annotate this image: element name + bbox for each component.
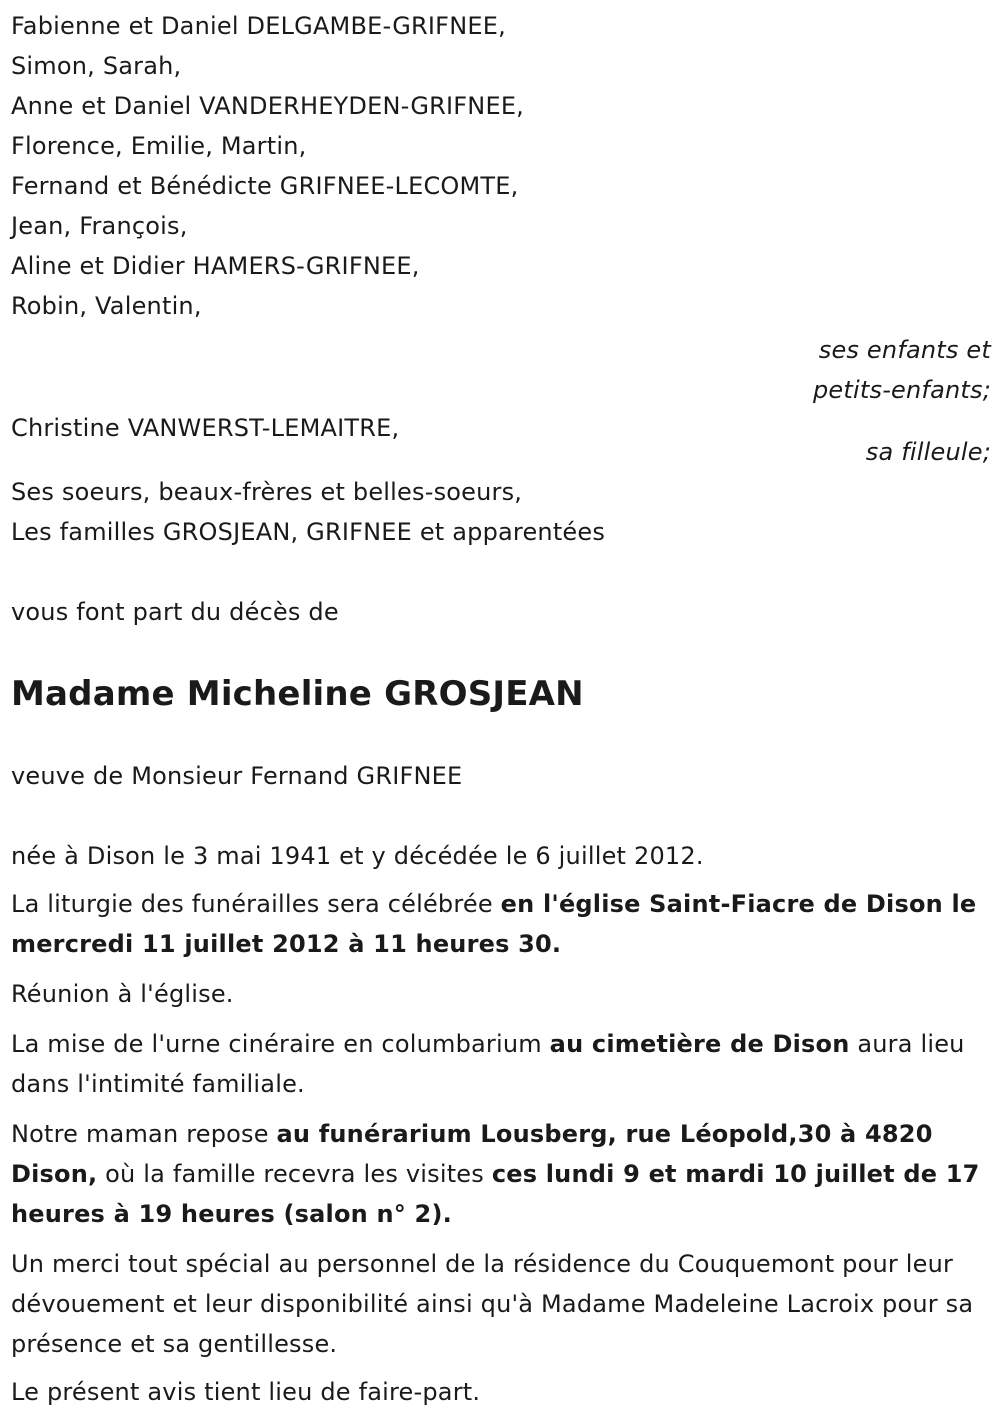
thanks-paragraph: Un merci tout spécial au personnel de la résidence du Couquemont pour leur dévouement et leur disponibilité ainsi qu'à Madame Madeleine Lacroix pour sa présence et sa gentillesse. [11, 1250, 974, 1358]
obituary-notice [11, 6, 991, 1412]
family-line: Fabienne et Daniel DELGAMBE-GRIFNEE, [11, 12, 506, 40]
closing-paragraph: Le présent avis tient lieu de faire-part. [11, 1378, 481, 1406]
funeral-paragraph [11, 884, 991, 964]
urn-paragraph [11, 1024, 991, 1104]
relation-goddaughter-label: sa filleule; [865, 438, 991, 466]
family-line: Ses soeurs, beaux-frères et belles-soeurs, [11, 478, 523, 506]
family-list [11, 6, 991, 326]
visiting-hours: ces lundi 9 et mardi 10 juillet de 17 heures à 19 heures (salon n° 2). [11, 1160, 980, 1228]
urn-prefix: La mise de l'urne cinéraire en columbarium [11, 1030, 550, 1058]
relation-grandchildren-label: petits-enfants; [813, 376, 991, 404]
relation-children-label: ses enfants et [818, 336, 991, 364]
reunion-paragraph: Réunion à l'église. [11, 980, 234, 1008]
urn-location: au cimetière de Dison [549, 1030, 850, 1058]
extended-family [11, 472, 991, 552]
birth-death-text: née à Dison le 3 mai 1941 et y décédée le 6 juillet 2012. [11, 842, 704, 870]
funerarium-address: au funérarium Lousberg, rue Léopold,30 à 4820 Dison, [11, 1120, 933, 1188]
family-line: Jean, François, [11, 212, 188, 240]
family-line: Les familles GROSJEAN, GRIFNEE et apparentées [11, 518, 606, 546]
family-line: Florence, Emilie, Martin, [11, 132, 307, 160]
funeral-prefix: La liturgie des funérailles sera célébrée [11, 890, 501, 918]
family-line: Anne et Daniel VANDERHEYDEN-GRIFNEE, [11, 92, 525, 120]
goddaughter-name: Christine VANWERST-LEMAITRE, [11, 414, 400, 442]
family-line: Simon, Sarah, [11, 52, 182, 80]
family-line: Aline et Didier HAMERS-GRIFNEE, [11, 252, 420, 280]
family-line: Fernand et Bénédicte GRIFNEE-LECOMTE, [11, 172, 519, 200]
repose-middle: où la famille recevra les visites [97, 1160, 492, 1188]
repose-paragraph [11, 1114, 991, 1234]
family-line: Robin, Valentin, [11, 292, 202, 320]
announcement-text: vous font part du décès de [11, 598, 339, 626]
funeral-details: en l'église Saint-Fiacre de Dison le mercredi 11 juillet 2012 à 11 heures 30. [11, 890, 977, 958]
repose-prefix: Notre maman repose [11, 1120, 277, 1148]
widow-of-text: veuve de Monsieur Fernand GRIFNEE [11, 762, 463, 790]
deceased-name: Madame Micheline GROSJEAN [11, 674, 584, 714]
urn-suffix: aura lieu dans l'intimité familiale. [11, 1030, 965, 1098]
